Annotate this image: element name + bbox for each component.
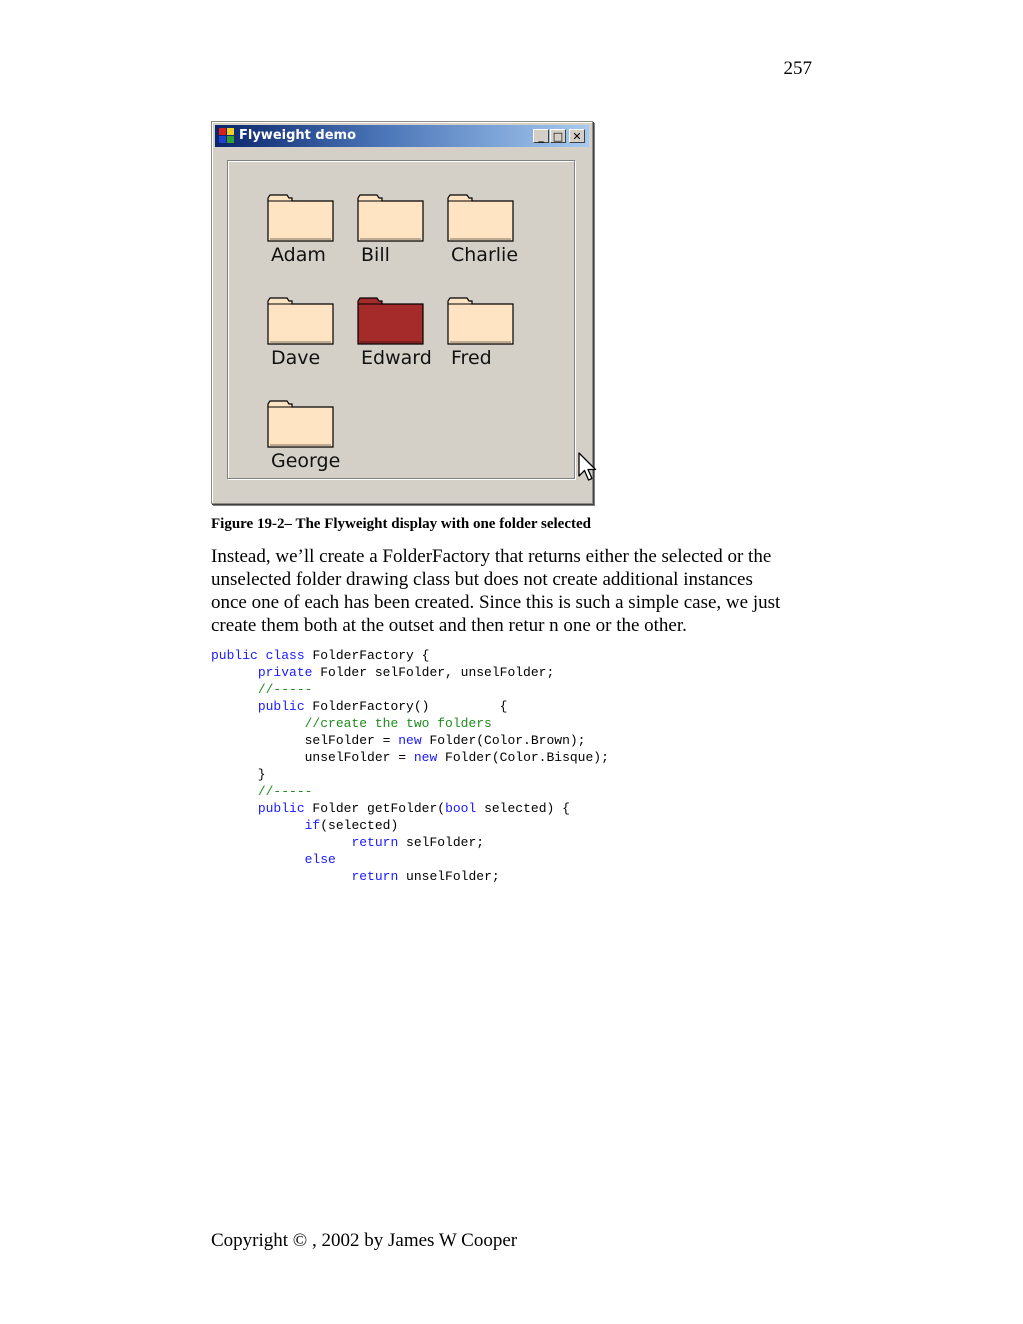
code-line bbox=[211, 732, 609, 749]
minimize-button[interactable]: _ bbox=[533, 129, 549, 143]
code-text bbox=[211, 784, 258, 799]
code-line bbox=[211, 715, 609, 732]
code-text bbox=[211, 869, 351, 884]
code-line bbox=[211, 851, 609, 868]
code-line bbox=[211, 817, 609, 834]
code-text bbox=[211, 665, 258, 680]
code-text bbox=[211, 801, 258, 816]
code-comment: //----- bbox=[257, 784, 313, 799]
folder-icon bbox=[267, 400, 335, 448]
flyweight-demo-window bbox=[211, 121, 593, 504]
folder-icon bbox=[357, 194, 425, 242]
code-text bbox=[211, 699, 258, 714]
folder-label: Bill bbox=[361, 244, 390, 266]
code-text: FolderFactory() { bbox=[304, 699, 508, 714]
code-line bbox=[211, 834, 609, 851]
folder-item[interactable] bbox=[357, 194, 447, 284]
figure-caption: Figure 19-2– The Flyweight display with one folder selected bbox=[211, 516, 591, 532]
code-line bbox=[211, 749, 609, 766]
code-text bbox=[258, 648, 266, 663]
code-keyword: new bbox=[398, 733, 422, 748]
window-titlebar[interactable] bbox=[215, 125, 589, 147]
folder-label: Fred bbox=[451, 347, 492, 369]
folder-icon bbox=[447, 297, 515, 345]
code-text bbox=[211, 818, 305, 833]
code-text: FolderFactory { bbox=[304, 648, 430, 663]
code-line bbox=[211, 647, 609, 664]
code-text: } bbox=[211, 767, 266, 782]
code-keyword: public bbox=[257, 801, 305, 816]
code-text: selFolder; bbox=[398, 835, 485, 850]
code-keyword: new bbox=[413, 750, 438, 765]
folder-icon bbox=[447, 194, 515, 242]
code-keyword: if bbox=[304, 818, 321, 833]
code-text: Folder(Color.Bisque); bbox=[437, 750, 609, 765]
code-keyword: private bbox=[257, 665, 313, 680]
code-comment: //create the two folders bbox=[304, 716, 492, 731]
body-line: create them both at the outset and then retur n one or the other. bbox=[211, 615, 687, 636]
folder-item[interactable] bbox=[447, 194, 537, 284]
folder-item[interactable] bbox=[267, 400, 357, 490]
folder-icon bbox=[267, 194, 335, 242]
code-line bbox=[211, 664, 609, 681]
body-line: Instead, we’ll create a FolderFactory that returns either the selected or the bbox=[211, 546, 772, 567]
code-text bbox=[211, 716, 305, 731]
folder-item[interactable] bbox=[267, 297, 357, 387]
folder-label: Edward bbox=[361, 347, 432, 369]
code-line bbox=[211, 868, 609, 885]
folder-item[interactable] bbox=[447, 297, 537, 387]
code-text bbox=[211, 852, 305, 867]
folder-label: Charlie bbox=[451, 244, 519, 266]
folder-label: Dave bbox=[271, 347, 321, 369]
folder-item[interactable] bbox=[357, 297, 447, 387]
folder-icon bbox=[267, 297, 335, 345]
code-text: selected) { bbox=[476, 801, 570, 816]
code-keyword: return bbox=[351, 869, 399, 884]
folder-icon bbox=[357, 297, 425, 345]
code-text: Folder getFolder( bbox=[304, 801, 446, 816]
code-comment: //----- bbox=[257, 682, 313, 697]
code-keyword: bool bbox=[445, 801, 477, 816]
code-text: unselFolder; bbox=[398, 869, 500, 884]
code-text: selFolder = bbox=[211, 733, 399, 748]
code-line bbox=[211, 698, 609, 715]
folder-label: Adam bbox=[271, 244, 326, 266]
code-text bbox=[211, 835, 351, 850]
code-line bbox=[211, 766, 609, 783]
close-button[interactable]: ✕ bbox=[569, 129, 585, 143]
code-text: (selected) bbox=[320, 818, 399, 833]
code-text: Folder(Color.Brown); bbox=[421, 733, 586, 748]
body-paragraph bbox=[211, 545, 821, 637]
folder-label: George bbox=[271, 450, 341, 472]
code-text: unselFolder = bbox=[211, 750, 414, 765]
window-title: Flyweight demo bbox=[239, 128, 356, 143]
code-line bbox=[211, 681, 609, 698]
code-keyword: return bbox=[351, 835, 399, 850]
code-text bbox=[211, 682, 258, 697]
code-line bbox=[211, 800, 609, 817]
body-line: unselected folder drawing class but does not create additional instances bbox=[211, 569, 753, 590]
folder-item[interactable] bbox=[267, 194, 357, 284]
maximize-button[interactable]: □ bbox=[550, 129, 566, 143]
code-listing bbox=[211, 647, 609, 885]
app-icon bbox=[219, 128, 235, 144]
body-line: once one of each has been created. Since this is such a simple case, we just bbox=[211, 592, 781, 613]
mouse-pointer-icon bbox=[578, 452, 598, 484]
page-number: 257 bbox=[783, 58, 812, 79]
code-keyword: else bbox=[304, 852, 336, 867]
code-keyword: public bbox=[211, 648, 258, 663]
code-keyword: class bbox=[265, 648, 305, 663]
code-line bbox=[211, 783, 609, 800]
copyright-footer: Copyright © , 2002 by James W Cooper bbox=[211, 1230, 518, 1251]
code-text: Folder selFolder, unselFolder; bbox=[312, 665, 555, 680]
code-keyword: public bbox=[257, 699, 305, 714]
